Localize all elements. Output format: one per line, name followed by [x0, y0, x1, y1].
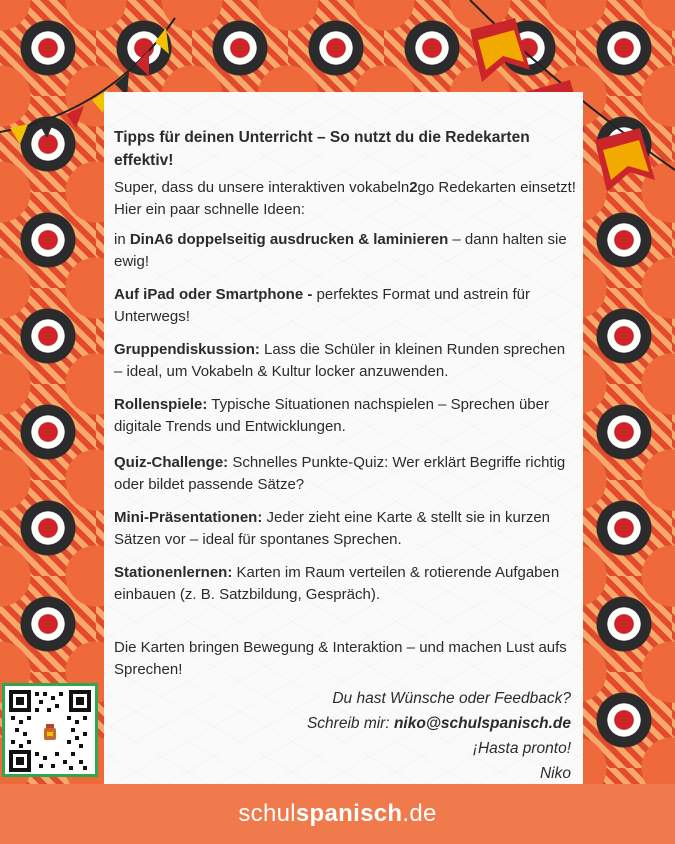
tip-ipad: Auf iPad oder Smartphone - perfektes Format und astrein für Unterwegs! [114, 286, 530, 325]
tip-stations: Stationenlernen: Karten im Raum verteilen & rotierende Aufgaben einbauen (z. B. Satzbildung, Gespräch). [114, 564, 560, 603]
tip-presentations: Mini-Präsentationen: Jeder zieht eine Karte & stellt sie in kurzen Sätzen vor – ideal für spontanes Sprechen. [114, 509, 551, 548]
qr-code[interactable] [2, 683, 98, 777]
footer-brand[interactable]: schulspanisch.de [238, 800, 437, 827]
tip-group-discussion: Gruppendiskussion: Lass die Schüler in kleinen Runden sprechen – ideal, um Vokabeln & Kultur locker anzuwenden. [114, 341, 566, 380]
author-name: Niko [539, 765, 571, 782]
closing-text: Die Karten bringen Bewegung & Interaktion – und machen Lust aufs Sprechen! [114, 639, 567, 678]
signature-block [151, 686, 571, 786]
tip-quiz: Quiz-Challenge: Schnelles Punkte-Quiz: Wer erklärt Begriffe richtig oder bildet passende Sätze? [114, 454, 566, 493]
email-link[interactable]: niko@schulspanisch.de [393, 715, 571, 732]
footer-brand-bar [0, 784, 675, 844]
tips-content [114, 126, 576, 692]
feedback-line: Du hast Wünsche oder Feedback? [332, 690, 571, 707]
tip-role-play: Rollenspiele: Typische Situationen nachspielen – Sprechen über digitale Trends und Entwicklungen. [114, 396, 549, 435]
tip-print: in DinA6 doppelseitig ausdrucken & laminieren – dann halten sie ewig! [114, 231, 567, 270]
card-title: Tipps für deinen Unterricht – So nutzt du die Redekarten effektiv! [114, 129, 530, 169]
qr-code-icon [9, 690, 91, 772]
contact-line: Schreib mir: niko@schulspanisch.de [306, 715, 571, 732]
intro-text: Super, dass du unsere interaktiven vokabeln2go Redekarten einsetzt! Hier ein paar schnelle Ideen: [114, 179, 576, 218]
farewell-line: ¡Hasta pronto! [472, 740, 571, 757]
